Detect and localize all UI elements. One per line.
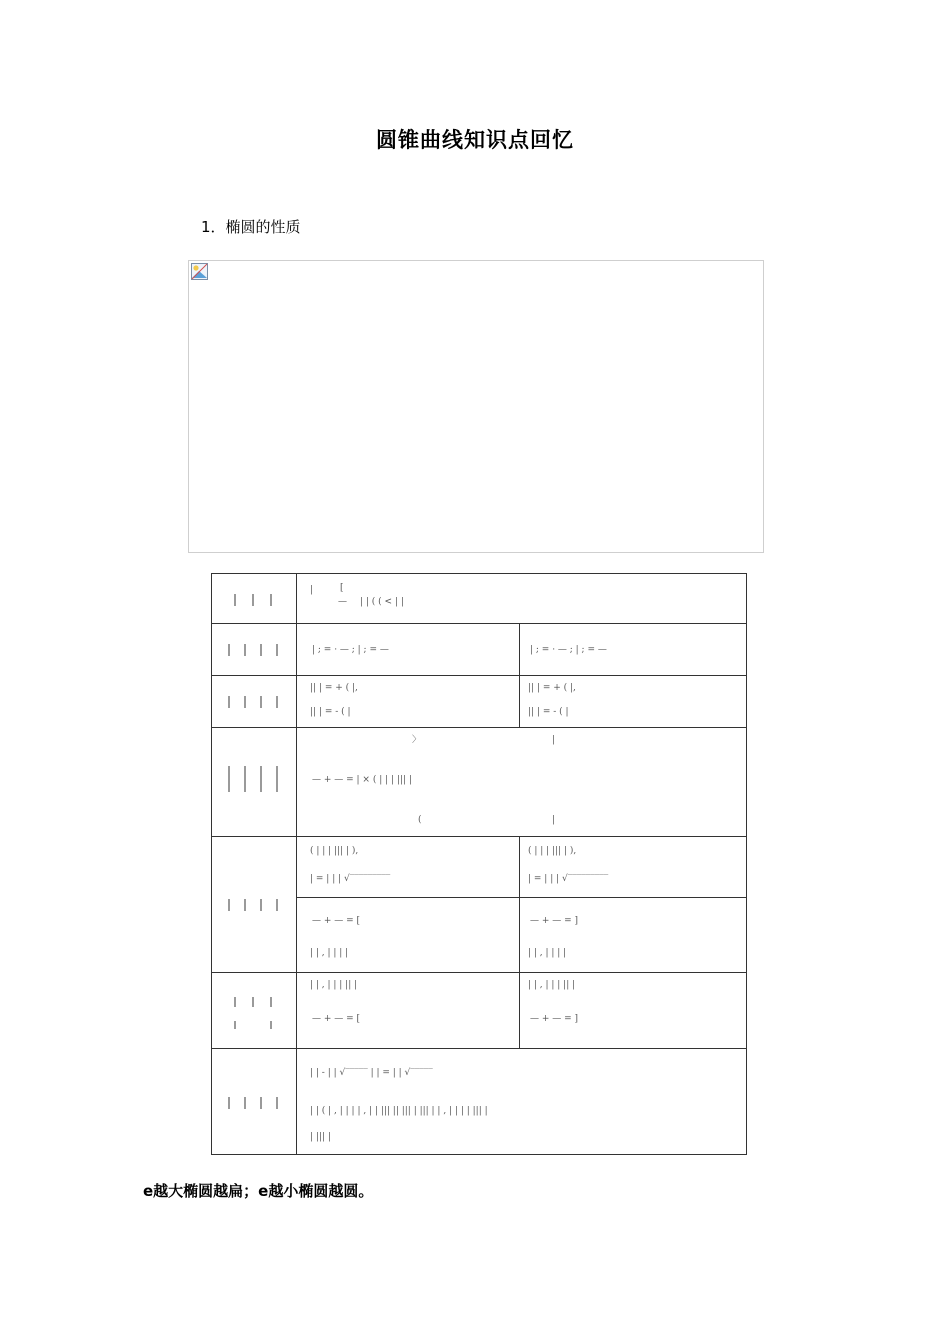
page-title: 圆锥曲线知识点回忆 bbox=[376, 128, 574, 152]
footer-note: e越大椭圆越扁；e越小椭圆越圆。 bbox=[143, 1182, 374, 1200]
table-row: | | - | | √‾‾‾‾‾ | | = | | √‾‾‾‾‾ | | ( | , | | | | , | | ||| || ||| | ||| | | , | | | | ||| | | ||| | bbox=[212, 1048, 746, 1154]
row-label-cell bbox=[212, 624, 297, 675]
table-row: ( | | | ||| | ), | = | | | √‾‾‾‾‾‾‾‾‾ ( | | | ||| | ), | = | | | √‾‾‾‾‾‾‾‾‾ — + — = [ | | , | | | | — + — = ] | | , | | | | bbox=[212, 836, 746, 972]
section-heading: 1．椭圆的性质 bbox=[201, 218, 301, 236]
row-label-cell bbox=[212, 574, 297, 623]
table-row: || | = + ( |, || | = - ( | || | = + ( |, || | = - ( | bbox=[212, 675, 746, 727]
table-row: | [ — | | ( ( < | | bbox=[212, 574, 746, 623]
row-label-cell bbox=[212, 676, 297, 727]
ellipse-properties-table bbox=[211, 573, 747, 1155]
table-row: | | , | | | || | — + — = [ | | , | | | || | — + — = ] bbox=[212, 972, 746, 1048]
table-row: 〉 | — + — = | × ( | | | ||| | ( | bbox=[212, 727, 746, 836]
row-label-cell bbox=[212, 837, 297, 972]
row-label-cell bbox=[212, 728, 297, 836]
table-row: | ; = · — ; | ; = — | ; = · — ; | ; = — bbox=[212, 623, 746, 675]
broken-image-placeholder bbox=[188, 260, 764, 553]
row-label-cell bbox=[212, 1049, 297, 1154]
row-label-cell bbox=[212, 973, 297, 1048]
broken-image-icon bbox=[191, 263, 208, 280]
